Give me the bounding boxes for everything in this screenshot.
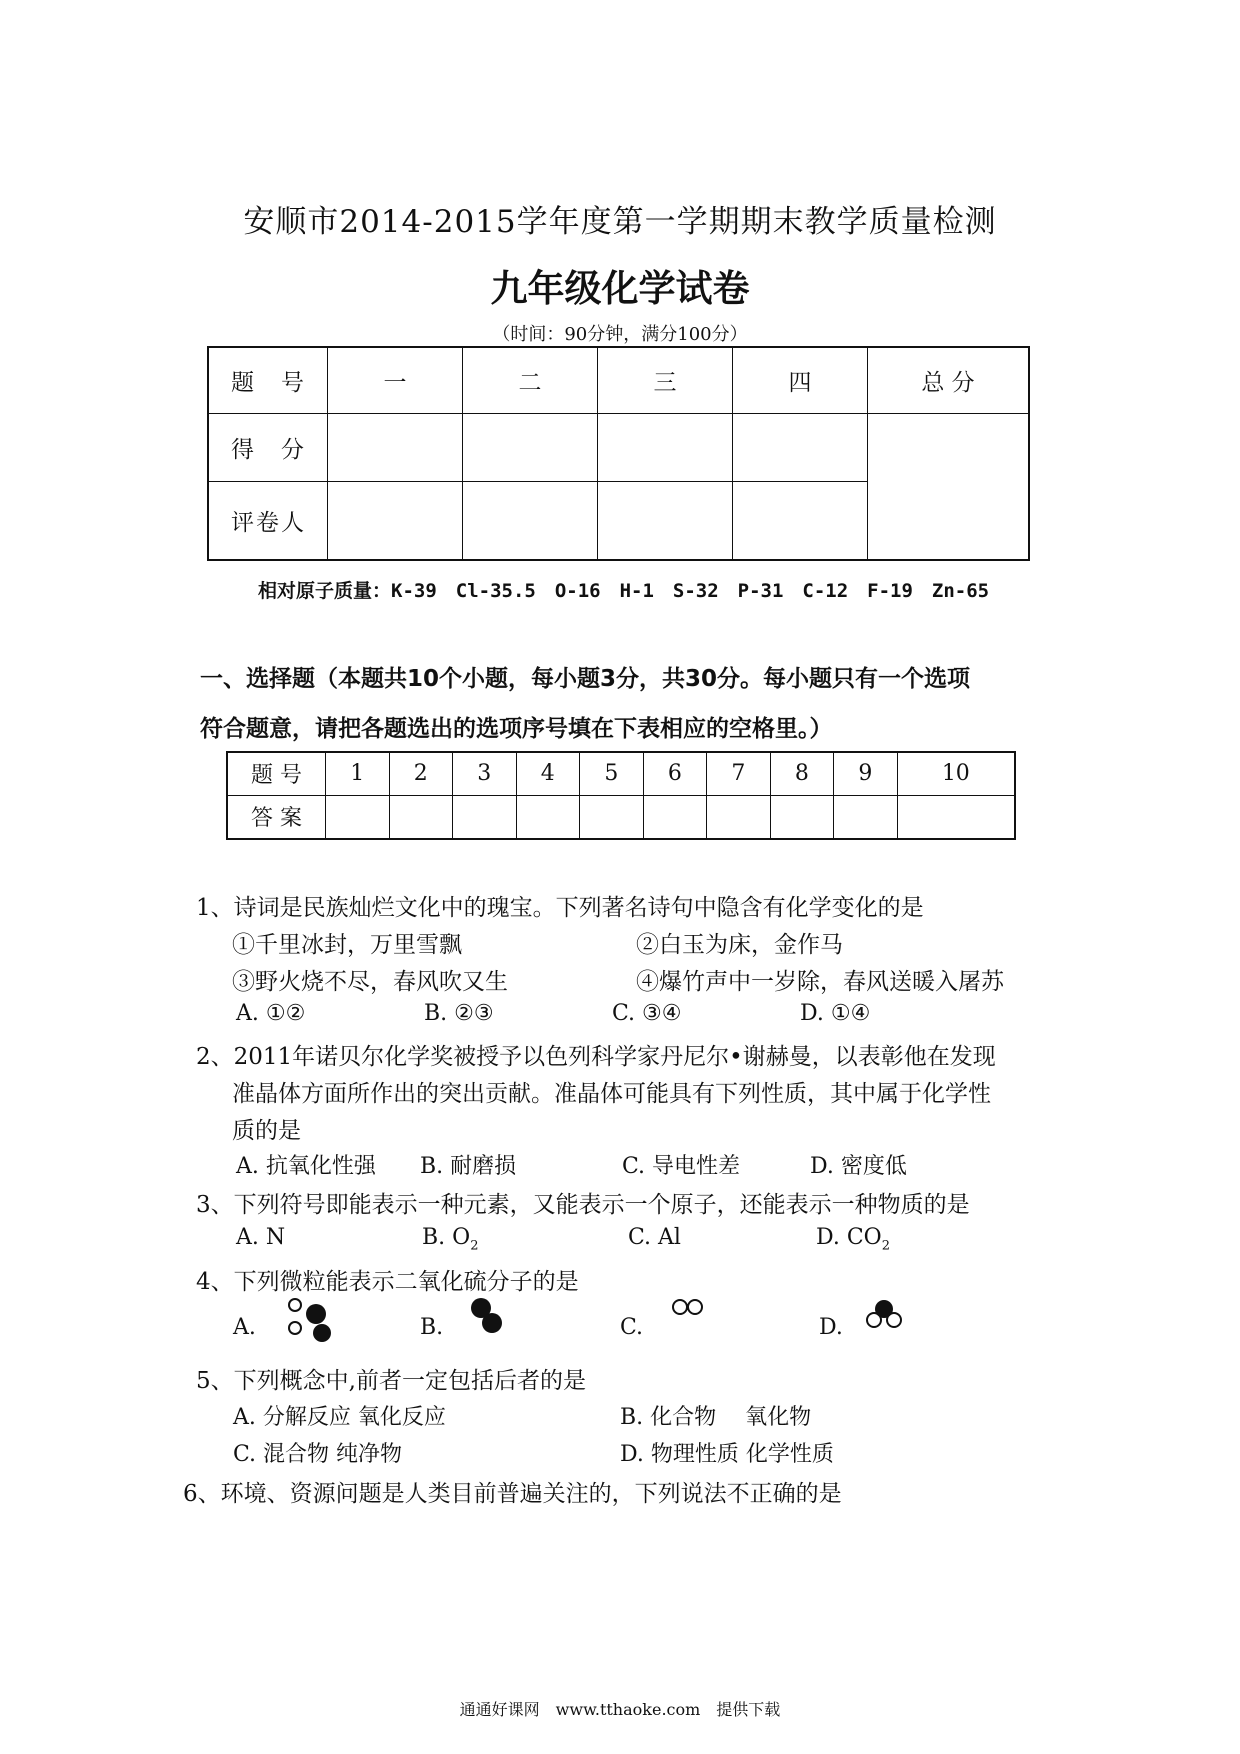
answer-cell[interactable] — [770, 795, 834, 839]
score-cell[interactable] — [733, 414, 868, 482]
molecule-c-icon — [668, 1298, 712, 1320]
answer-cell[interactable] — [389, 795, 453, 839]
answer-number: 7 — [707, 752, 771, 795]
answer-number: 6 — [643, 752, 707, 795]
score-cell[interactable] — [328, 414, 463, 482]
answer-number: 1 — [326, 752, 390, 795]
answer-row-label: 题 号 — [227, 752, 326, 795]
score-cell[interactable] — [598, 414, 733, 482]
question-2-option-b[interactable]: B. 耐磨损 — [420, 1154, 517, 1179]
answer-row-label: 答 案 — [227, 795, 326, 839]
score-col-header: 二 — [463, 347, 598, 414]
question-4-option-b[interactable]: B. — [420, 1315, 444, 1340]
question-5-option-c[interactable]: C. 混合物 纯净物 — [233, 1442, 403, 1467]
question-1-stem: 1、诗词是民族灿烂文化中的瑰宝。下列著名诗句中隐含有化学变化的是 — [196, 895, 924, 921]
subscript: 2 — [470, 1238, 479, 1254]
question-2-line1: 2、2011年诺贝尔化学奖被授予以色列科学家丹尼尔•谢赫曼，以表彰他在发现 — [196, 1044, 996, 1070]
question-4-option-c[interactable]: C. — [620, 1315, 644, 1340]
exam-subject-title: 九年级化学试卷 — [490, 267, 750, 310]
question-3-option-c[interactable]: C. Al — [628, 1225, 681, 1250]
answer-cell[interactable] — [580, 795, 644, 839]
grader-cell[interactable] — [733, 481, 868, 560]
question-1-statement: ②白玉为床，金作马 — [636, 932, 843, 958]
question-3-option-d[interactable] — [816, 1225, 890, 1253]
answer-number: 5 — [580, 752, 644, 795]
answer-number: 10 — [897, 752, 1015, 795]
section1-heading-line1: 一、选择题（本题共10个小题，每小题3分，共30分。每小题只有一个选项 — [200, 666, 971, 692]
question-3-stem: 3、下列符号即能表示一种元素，又能表示一个原子，还能表示一种物质的是 — [196, 1192, 970, 1218]
question-6-stem: 6、环境、资源问题是人类目前普遍关注的，下列说法不正确的是 — [183, 1481, 842, 1507]
answer-table — [226, 751, 1016, 840]
atomic-mass-line: 相对原子质量：K-39 Cl-35.5 O-16 H-1 S-32 P-31 C-12 F-19 Zn-65 — [258, 580, 990, 602]
question-1-option-b[interactable]: B. ②③ — [424, 1001, 494, 1026]
question-4-option-d[interactable]: D. — [819, 1315, 843, 1340]
total-score-cell[interactable] — [868, 414, 1030, 560]
grader-cell[interactable] — [463, 481, 598, 560]
question-5-option-d[interactable]: D. 物理性质 化学性质 — [620, 1442, 834, 1467]
question-4-stem: 4、下列微粒能表示二氧化硫分子的是 — [196, 1269, 579, 1295]
grader-cell[interactable] — [598, 481, 733, 560]
footer-source: 通通好课网 www.tthaoke.com 提供下载 — [459, 1700, 781, 1719]
question-2-option-a[interactable]: A. 抗氧化性强 — [236, 1154, 376, 1179]
score-row-label: 得 分 — [208, 414, 328, 482]
answer-number: 3 — [453, 752, 517, 795]
molecule-a-icon — [280, 1297, 340, 1343]
score-col-header: 一 — [328, 347, 463, 414]
question-2-option-c[interactable]: C. 导电性差 — [622, 1154, 741, 1179]
answer-number: 2 — [389, 752, 453, 795]
answer-cell[interactable] — [643, 795, 707, 839]
option-b-formula: B. O — [422, 1225, 471, 1250]
molecule-d-icon — [862, 1296, 908, 1332]
question-4-option-a[interactable]: A. — [233, 1315, 256, 1340]
question-1-statement: ④爆竹声中一岁除，春风送暖入屠苏 — [636, 969, 1004, 995]
option-d-formula: D. CO — [816, 1225, 882, 1250]
answer-cell[interactable] — [326, 795, 390, 839]
question-5-option-b[interactable]: B. 化合物 氧化物 — [620, 1405, 812, 1430]
section1-heading-line2: 符合题意，请把各题选出的选项序号填在下表相应的空格里。） — [200, 716, 833, 742]
molecule-b-icon — [468, 1296, 508, 1336]
exam-time-note: （时间：90分钟，满分100分） — [492, 324, 748, 345]
question-1-statement: ①千里冰封，万里雪飘 — [232, 932, 462, 958]
question-1-option-c[interactable]: C. ③④ — [612, 1001, 682, 1026]
question-3-option-a[interactable]: A. N — [236, 1225, 286, 1250]
question-1-option-a[interactable]: A. ①② — [236, 1001, 306, 1026]
question-1-option-d[interactable]: D. ①④ — [800, 1001, 871, 1026]
question-5-stem: 5、下列概念中,前者一定包括后者的是 — [196, 1368, 586, 1394]
question-1-statement: ③野火烧不尽，春风吹又生 — [232, 969, 508, 995]
score-table — [207, 346, 1030, 561]
answer-cell[interactable] — [707, 795, 771, 839]
score-col-header: 总 分 — [868, 347, 1030, 414]
question-3-option-b[interactable] — [422, 1225, 478, 1253]
answer-cell[interactable] — [897, 795, 1015, 839]
answer-number: 9 — [834, 752, 898, 795]
answer-number: 8 — [770, 752, 834, 795]
score-col-header: 三 — [598, 347, 733, 414]
question-2-line2: 准晶体方面所作出的突出贡献。准晶体可能具有下列性质，其中属于化学性 — [232, 1081, 991, 1107]
score-row-label: 评卷人 — [208, 481, 328, 560]
question-2-line3: 质的是 — [232, 1118, 301, 1144]
question-5-option-a[interactable]: A. 分解反应 氧化反应 — [233, 1405, 446, 1430]
subscript: 2 — [881, 1238, 890, 1254]
score-cell[interactable] — [463, 414, 598, 482]
score-row-label: 题 号 — [208, 347, 328, 414]
question-2-option-d[interactable]: D. 密度低 — [810, 1154, 907, 1179]
answer-cell[interactable] — [453, 795, 517, 839]
answer-cell[interactable] — [834, 795, 898, 839]
answer-number: 4 — [516, 752, 580, 795]
exam-header-title: 安顺市2014-2015学年度第一学期期末教学质量检测 — [243, 204, 997, 240]
answer-cell[interactable] — [516, 795, 580, 839]
score-col-header: 四 — [733, 347, 868, 414]
grader-cell[interactable] — [328, 481, 463, 560]
